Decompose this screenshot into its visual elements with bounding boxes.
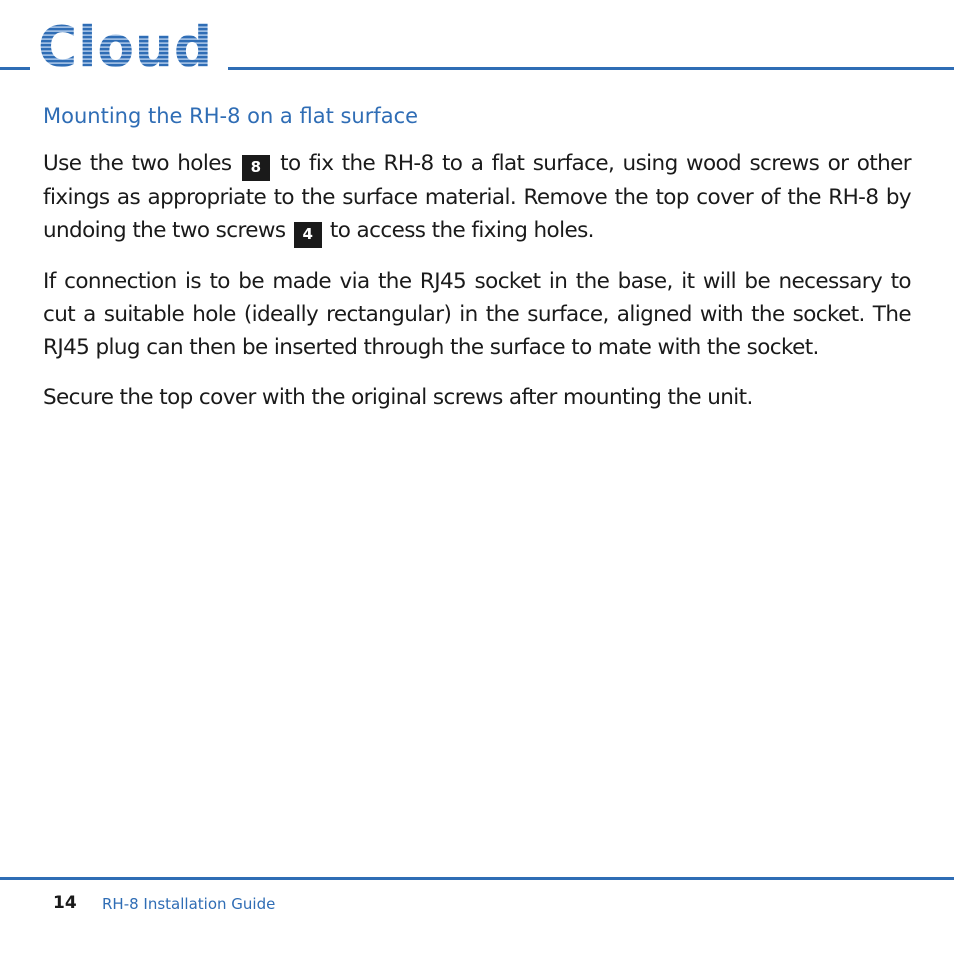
section-heading: Mounting the RH-8 on a flat surface — [43, 104, 419, 128]
header-rule-left — [0, 67, 30, 70]
main-content — [43, 104, 911, 431]
paragraph-1-b: to fix the RH-8 to a flat surface, using wood screws or other fixings as appropriate to the surface material. Remove the top cover of the RH-8 by undoing the two screws — [43, 151, 912, 243]
header-rule-right — [228, 67, 954, 70]
guide-title: RH-8 Installation Guide — [102, 895, 276, 913]
callout-badge-4: 4 — [294, 222, 322, 248]
page-number: 14 — [53, 893, 77, 913]
callout-badge-8: 8 — [242, 155, 270, 181]
logo-text: Cloud — [38, 16, 213, 72]
paragraph-1 — [43, 147, 911, 248]
paragraph-2: If connection is to be made via the RJ45 socket in the base, it will be necessary to cut a suitable hole (ideally rectangular) in the surface, aligned with the socket. The RJ45 plug can then be inserted through the surface to mate with the socket. — [43, 269, 911, 360]
cloud-logo — [38, 16, 218, 72]
paragraph-1-c: to access the fixing holes. — [323, 218, 594, 243]
footer-rule — [0, 877, 954, 880]
paragraph-1-a: Use the two holes — [43, 151, 240, 176]
paragraph-3: Secure the top cover with the original screws after mounting the unit. — [43, 385, 753, 410]
